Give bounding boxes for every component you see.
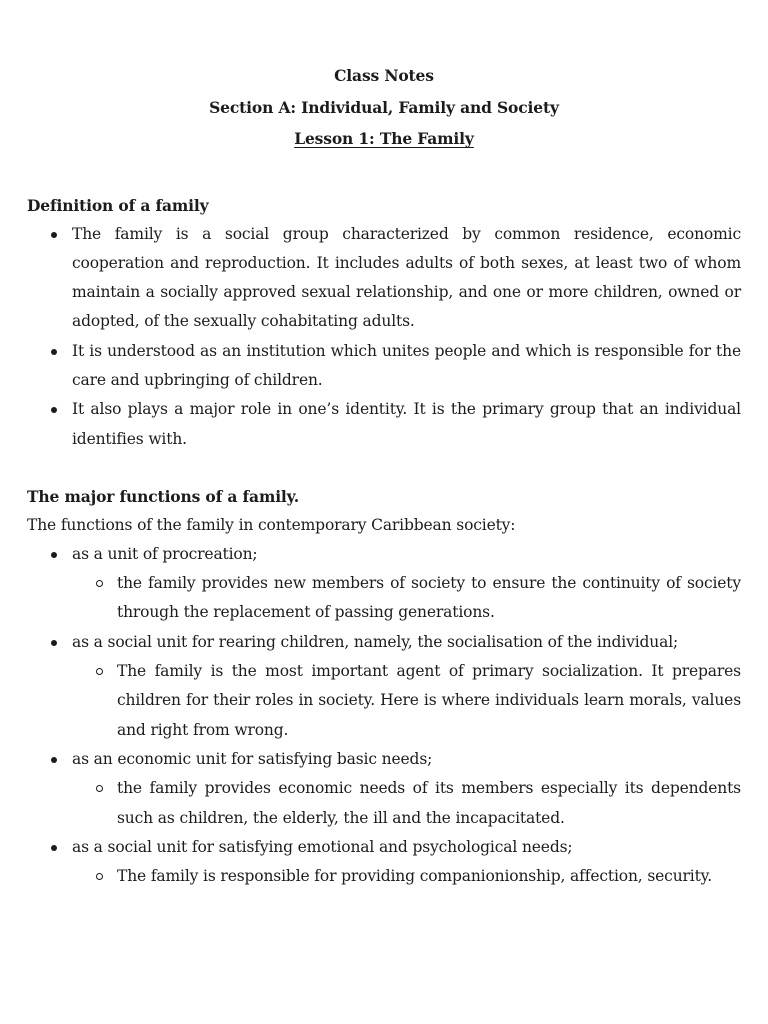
section-title: Section A: Individual, Family and Society — [209, 97, 559, 117]
document-page — [27, 60, 741, 891]
function-item — [27, 540, 741, 628]
function-sublist — [72, 569, 741, 628]
function-label: as a unit of procreation; — [72, 544, 258, 563]
definition-heading: Definition of a family — [27, 195, 209, 215]
definition-list — [27, 220, 741, 454]
function-sublist — [72, 657, 741, 745]
list-item: It also plays a major role in one’s identity. It is the primary group that an individual identifies with. — [27, 395, 741, 454]
functions-heading: The major functions of a family. — [27, 486, 299, 506]
function-label: as a social unit for rearing children, namely, the socialisation of the individual; — [72, 632, 679, 651]
function-detail: The family is responsible for providing companionionship, affection, security. — [72, 862, 741, 891]
lesson-title — [27, 123, 741, 155]
function-sublist — [72, 862, 741, 891]
function-detail: The family is the most important agent of primary socialization. It prepares children for their roles in society. Here is where individuals learn morals, values and right from wrong. — [72, 657, 741, 745]
function-label: as an economic unit for satisfying basic needs; — [72, 749, 433, 768]
function-item — [27, 628, 741, 745]
list-item: It is understood as an institution which unites people and which is responsible for the care and upbringing of children. — [27, 337, 741, 396]
functions-list — [27, 540, 741, 892]
function-item — [27, 745, 741, 833]
doc-title: Class Notes — [334, 66, 434, 85]
function-detail: the family provides economic needs of its members especially its dependents such as children, the elderly, the ill and the incapacitated. — [72, 774, 741, 833]
lesson-title-text: Lesson 1: The Family — [294, 129, 474, 148]
list-item: The family is a social group characterized by common residence, economic cooperation and reproduction. It includes adults of both sexes, at least two of whom maintain a socially approved sexual relationship, and one or more children, owned or adopted, of the sexually cohabitating adults. — [27, 220, 741, 337]
function-detail: the family provides new members of society to ensure the continuity of society through the replacement of passing generations. — [72, 569, 741, 628]
function-item — [27, 833, 741, 892]
function-sublist — [72, 774, 741, 833]
function-label: as a social unit for satisfying emotional and psychological needs; — [72, 837, 573, 856]
functions-intro: The functions of the family in contemporary Caribbean society: — [27, 515, 516, 534]
